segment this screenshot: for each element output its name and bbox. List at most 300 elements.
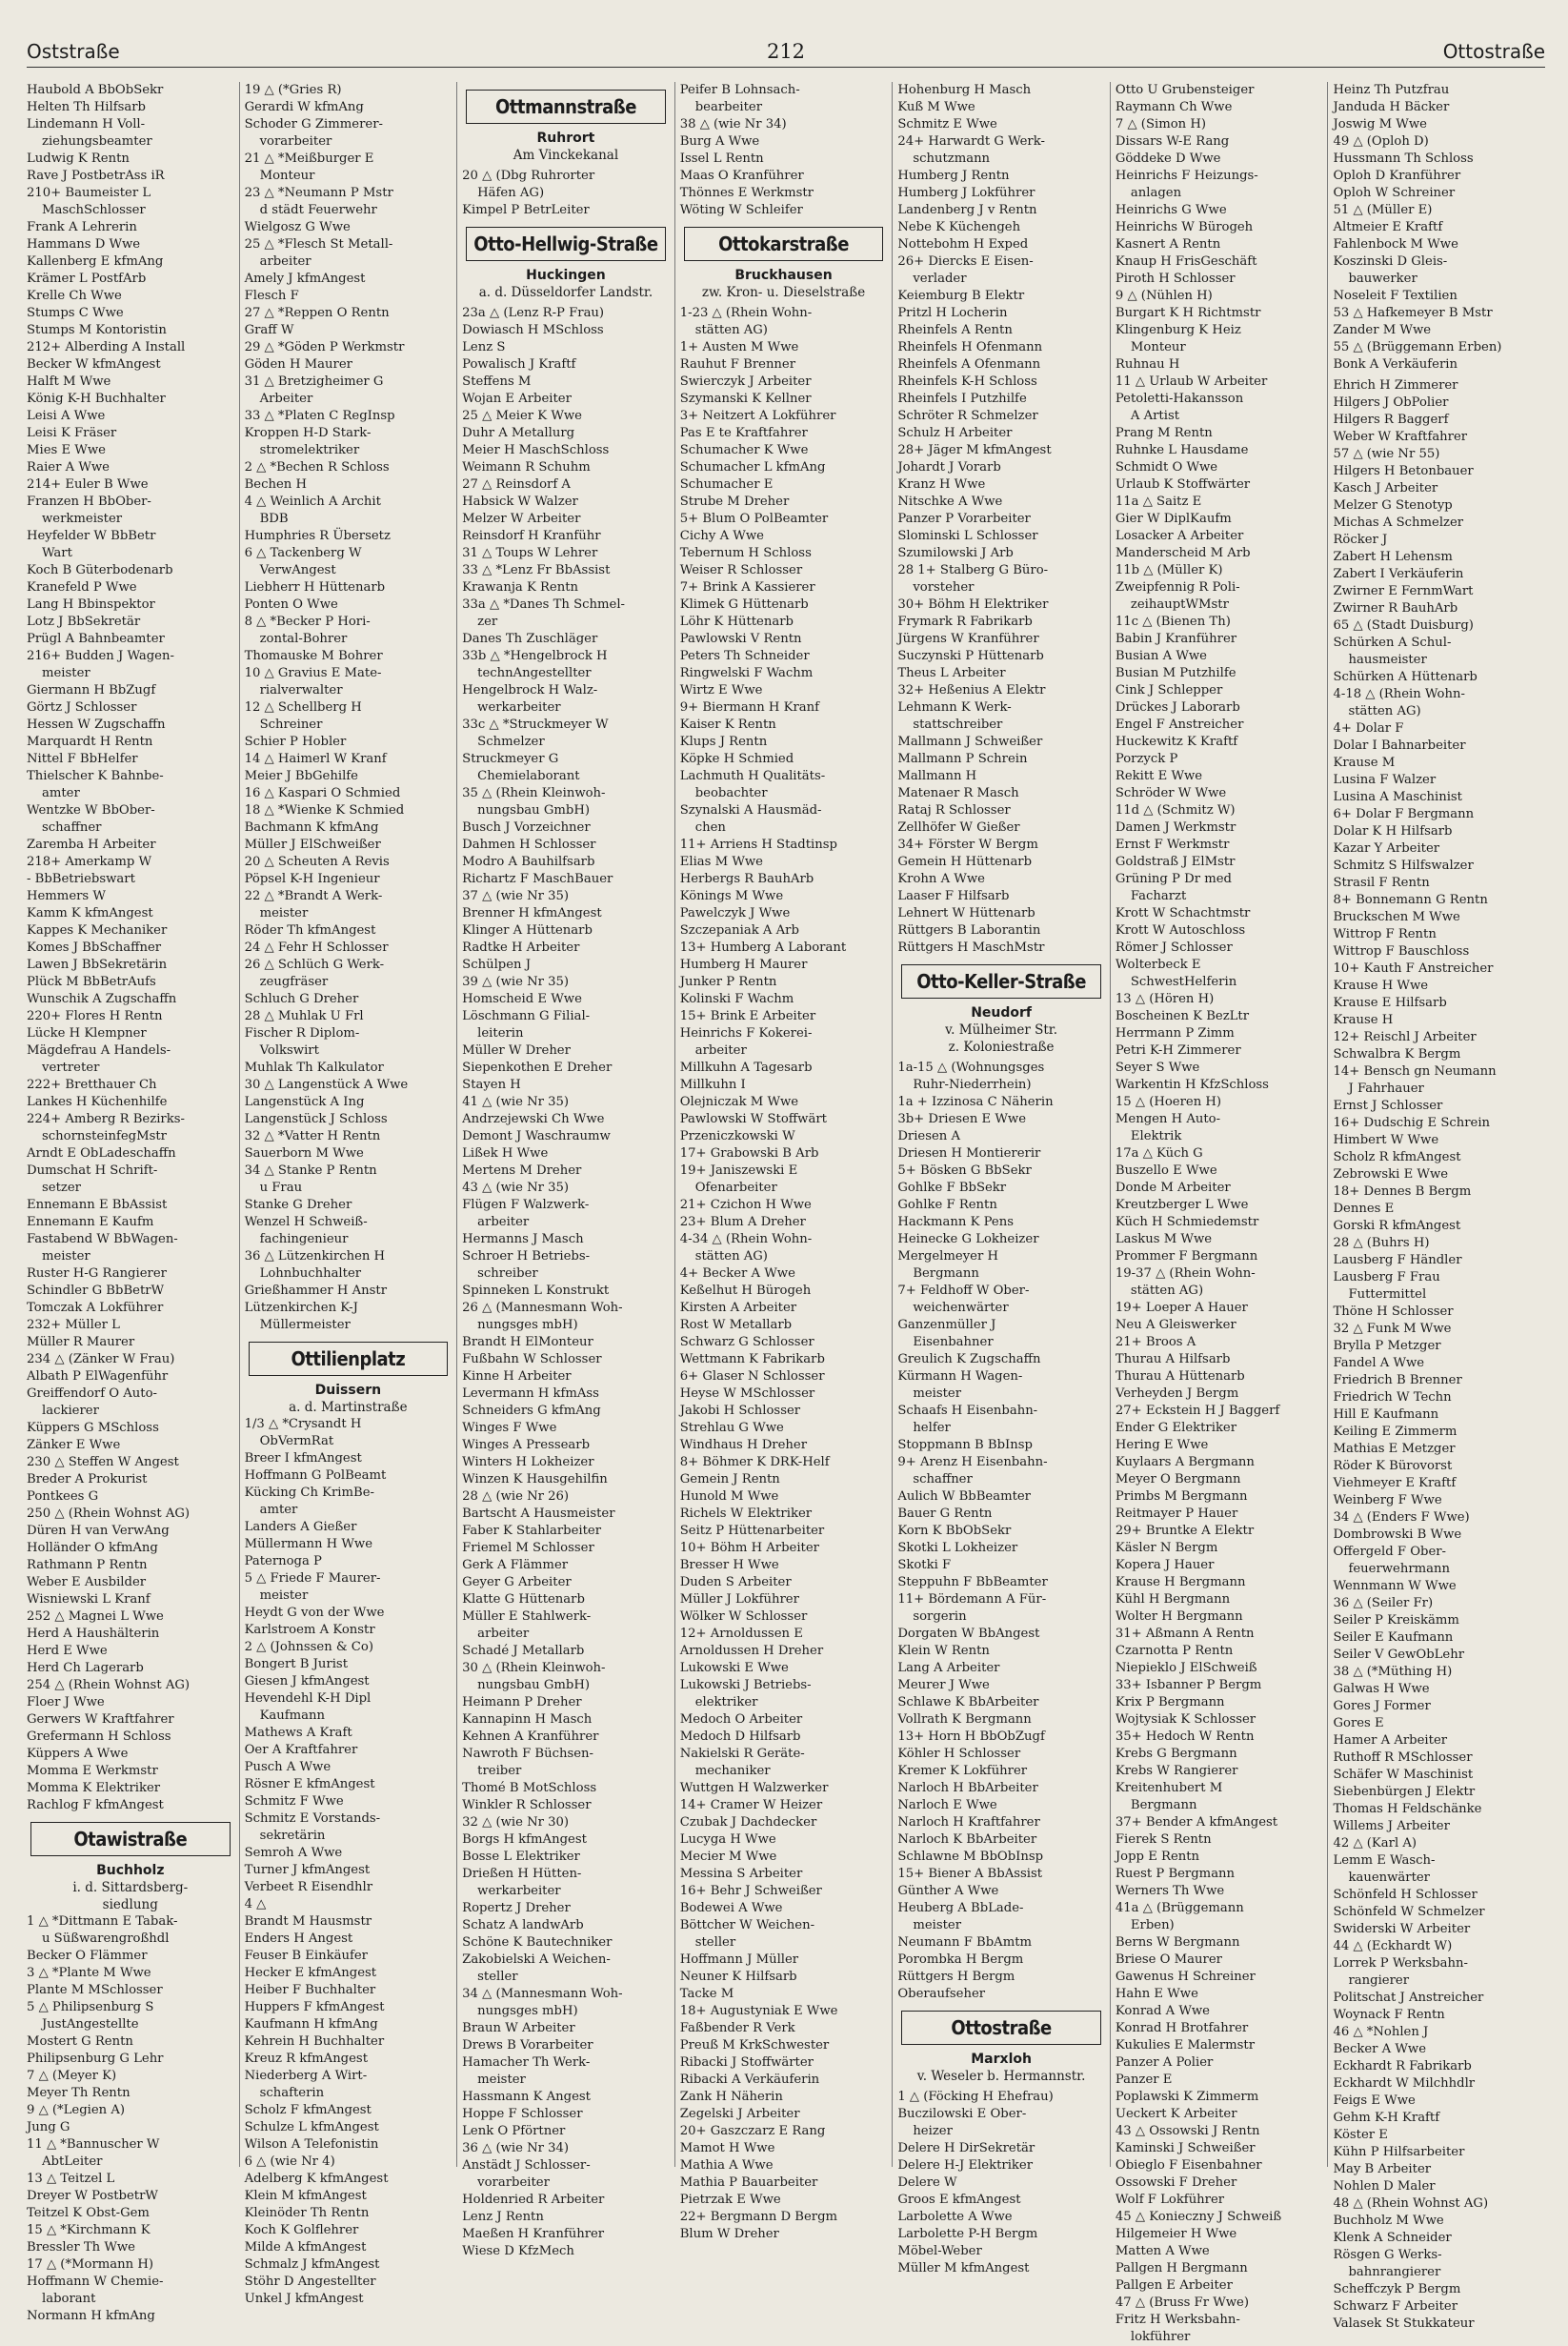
entry-continuation: feuerwehrmann	[1348, 1562, 1450, 1576]
resident-entry: Könings M Wwe	[679, 889, 784, 903]
entry-continuation: schaffner	[42, 820, 102, 835]
resident-entry: 23+ Blum A Dreher	[679, 1215, 806, 1229]
resident-entry: Kaiser K Rentn	[679, 718, 776, 732]
resident-entry: Dennes E	[1333, 1202, 1395, 1216]
resident-entry: Peifer B Lohnsach-	[679, 83, 800, 97]
resident-entry: 250 △ (Rhein Wohnst AG)	[27, 1507, 191, 1521]
resident-entry: Günther A Wwe	[897, 1884, 999, 1898]
resident-entry: Scholz F kfmAngest	[244, 2103, 372, 2117]
resident-entry: Raier A Wwe	[27, 460, 110, 475]
resident-entry: 43 △ (wie Nr 35)	[462, 1181, 570, 1195]
resident-entry: 16+ Behr J Schweißer	[679, 1884, 822, 1898]
entry-continuation: helfer	[913, 1421, 951, 1435]
resident-entry: Burg A Wwe	[679, 134, 760, 149]
resident-entry: 222+ Bretthauer Ch	[27, 1078, 157, 1092]
resident-entry: Lukowski E Wwe	[679, 1661, 789, 1675]
resident-entry: 11a △ Saitz E	[1115, 495, 1202, 509]
resident-entry: Olejniczak M Wwe	[679, 1095, 799, 1109]
resident-entry: Wittrop F Bauschloss	[1333, 944, 1470, 959]
entry-continuation: Monteur	[1130, 340, 1186, 354]
resident-entry: Nebe K Küchengeh	[897, 220, 1021, 234]
resident-entry: Schürken A Hüttenarb	[1333, 670, 1478, 684]
resident-entry: Levermann H kfmAss	[462, 1386, 599, 1401]
resident-entry: Winters H Lokheizer	[462, 1455, 594, 1469]
resident-entry: Zebrowski E Wwe	[1333, 1167, 1449, 1182]
resident-entry: Ruest P Bergmann	[1115, 1867, 1236, 1881]
resident-entry: Winzen K Hausgehilfin	[462, 1472, 608, 1486]
resident-entry: Humberg J Lokführer	[897, 186, 1035, 200]
resident-entry: 26 △ Schlüch G Werk-	[244, 958, 385, 972]
resident-entry: Ruhnau H	[1115, 357, 1180, 372]
resident-entry: Winges A Pressearb	[462, 1438, 591, 1452]
resident-entry: Richels W Elektriker	[679, 1507, 813, 1521]
resident-entry: Hoffmann W Chemie-	[27, 2275, 164, 2289]
resident-entry: Lindemann H Voll-	[27, 117, 146, 131]
resident-entry: 55 △ (Brüggemann Erben)	[1333, 340, 1502, 354]
resident-entry: Prommer F Bergmann	[1115, 1249, 1258, 1264]
resident-entry: Delere H-J Elektriker	[897, 2158, 1034, 2173]
resident-entry: Rost W Metallarb	[679, 1318, 793, 1332]
resident-entry: 26+ Diercks E Eisen-	[897, 254, 1034, 269]
entry-continuation: werkarbeiter	[477, 700, 561, 715]
street-location: a. d. Martinstraße	[289, 1400, 408, 1415]
entry-continuation: meister	[259, 906, 309, 920]
resident-entry: Schumacher K Wwe	[679, 443, 809, 457]
street-location: v. Weseler b. Hermannstr.	[916, 2069, 1086, 2084]
entry-continuation: stattschreiber	[913, 718, 1003, 732]
resident-entry: 1a-15 △ (Wohnungsges	[897, 1061, 1045, 1075]
resident-entry: Noseleit F Textilien	[1333, 289, 1457, 303]
resident-entry: Narloch H Kraftfahrer	[897, 1815, 1040, 1830]
resident-entry: 13 △ Teitzel L	[27, 2172, 115, 2186]
entry-continuation: u Süßwarengroßhdl	[42, 1931, 170, 1946]
resident-entry: Krelle Ch Wwe	[27, 289, 122, 303]
resident-entry: 32 △ *Vatter H Rentn	[244, 1129, 381, 1143]
resident-entry: 46 △ *Nohlen J	[1333, 2025, 1429, 2039]
resident-entry: Ueckert K Arbeiter	[1115, 2107, 1237, 2121]
resident-entry: Hilgers J ObPolier	[1333, 395, 1449, 410]
resident-entry: Momma E Werkmstr	[27, 1764, 158, 1778]
resident-entry: Mies E Wwe	[27, 443, 106, 457]
resident-entry: Bechen H	[244, 477, 307, 492]
resident-entry: Zänker E Wwe	[27, 1438, 121, 1452]
resident-entry: Junker P Rentn	[679, 975, 777, 989]
resident-entry: Blum W Dreher	[679, 2227, 779, 2241]
district-name: Neudorf	[971, 1005, 1033, 1021]
resident-entry: Gerwers W Kraftfahrer	[27, 1712, 174, 1727]
resident-entry: Donde M Arbeiter	[1115, 1181, 1231, 1195]
resident-entry: Jopp E Rentn	[1115, 1850, 1200, 1864]
spacer	[1333, 374, 1540, 377]
resident-entry: Rheinfels K-H Schloss	[897, 374, 1037, 389]
resident-entry: Schwalbra K Bergm	[1333, 1047, 1461, 1062]
resident-entry: Keiemburg B Elektr	[897, 289, 1025, 303]
resident-entry: Panzer P Vorarbeiter	[897, 512, 1031, 526]
resident-entry: Wolf F Lokführer	[1115, 2193, 1225, 2207]
entry-continuation: fachingenieur	[259, 1232, 349, 1246]
resident-entry: Halft M Wwe	[27, 374, 111, 389]
page-header	[27, 38, 1545, 68]
resident-entry: Kolinski F Wachm	[679, 992, 794, 1006]
resident-entry: Feuser B Einkäufer	[244, 1949, 368, 1963]
resident-entry: Humberg H Maurer	[679, 958, 808, 972]
resident-entry: Ringwelski F Wachm	[679, 666, 814, 680]
resident-entry: Jung G	[27, 2120, 70, 2134]
resident-entry: 30 △ (Rhein Kleinwoh-	[462, 1661, 606, 1675]
resident-entry: Hemmers W	[27, 889, 106, 903]
district-name: Bruckhausen	[734, 268, 833, 283]
resident-entry: Duhr A Metallurg	[462, 426, 575, 440]
resident-entry: Muhlak Th Kalkulator	[244, 1061, 384, 1075]
resident-entry: 214+ Euler B Wwe	[27, 477, 149, 492]
resident-entry: Heinrichs G Wwe	[1115, 203, 1227, 217]
resident-entry: Humphries R Übersetz	[244, 529, 391, 543]
resident-entry: Zwirner E FernmWart	[1333, 584, 1474, 598]
entry-continuation: VerwAngest	[259, 563, 336, 577]
entry-continuation: nungsbau GmbH)	[477, 1678, 590, 1692]
resident-entry: Pusch A Wwe	[244, 1760, 332, 1774]
entry-continuation: werkarbeiter	[477, 1884, 561, 1898]
resident-entry: 1-23 △ (Rhein Wohn-	[679, 306, 813, 320]
resident-entry: 6+ Dolar F Bergmann	[1333, 807, 1475, 821]
resident-entry: Kreitenhubert M	[1115, 1781, 1223, 1795]
resident-entry: Pawlowski W Stoffwärt	[679, 1112, 827, 1126]
resident-entry: 53 △ Hafkemeyer B Mstr	[1333, 306, 1493, 320]
entry-continuation: BDB	[259, 512, 289, 526]
resident-entry: 30 △ Langenstück A Wwe	[244, 1078, 409, 1092]
resident-entry: Dahmen H Schlosser	[462, 838, 596, 852]
resident-entry: 1/3 △ *Crysandt H	[244, 1417, 362, 1431]
resident-entry: Turner J kfmAngest	[244, 1863, 371, 1877]
resident-entry: 6+ Glaser N Schlosser	[679, 1369, 825, 1384]
resident-entry: Zegelski J Arbeiter	[679, 2107, 800, 2121]
street-heading: Otto-Hellwig-Straße	[466, 227, 666, 261]
resident-entry: Tomczak A Lokführer	[27, 1301, 164, 1315]
street-heading: Otto-Keller-Straße	[901, 964, 1101, 999]
resident-entry: 24 △ Fehr H Schlosser	[244, 940, 389, 955]
resident-entry: Wittrop F Rentn	[1333, 927, 1437, 941]
resident-entry: Becker O Flämmer	[27, 1949, 148, 1963]
resident-entry: Petoletti-Hakansson	[1115, 392, 1244, 406]
resident-entry: Hering E Wwe	[1115, 1438, 1209, 1452]
resident-entry: Pontkees G	[27, 1489, 99, 1504]
resident-entry: Wentzke W BbOber-	[27, 803, 155, 818]
entry-continuation: bahnrangierer	[1348, 2265, 1441, 2279]
resident-entry: Wisniewski L Kranf	[27, 1592, 151, 1607]
resident-entry: Lücke H Klempner	[27, 1026, 147, 1041]
entry-continuation: setzer	[42, 1181, 81, 1195]
resident-entry: Ludwig K Rentn	[27, 152, 130, 166]
resident-entry: Porombka H Bergm	[897, 1952, 1024, 1967]
resident-entry: Krott W Schachtmstr	[1115, 906, 1251, 920]
resident-entry: 31 △ Toups W Lehrer	[462, 546, 598, 560]
resident-entry: Görtz J Schlosser	[27, 700, 137, 715]
resident-entry: Normann H kfmAng	[27, 2309, 155, 2323]
resident-entry: 7 △ (Meyer K)	[27, 2069, 117, 2083]
resident-entry: Steppuhn F BbBeamter	[897, 1575, 1048, 1589]
resident-entry: Raymann Ch Wwe	[1115, 100, 1233, 114]
resident-entry: Jürgens W Kranführer	[897, 632, 1039, 646]
entry-continuation: schaffner	[913, 1472, 973, 1486]
resident-entry: 43 △ Ossowski J Rentn	[1115, 2124, 1260, 2138]
resident-entry: Rauhut F Brenner	[679, 357, 796, 372]
resident-entry: Wiese D KfzMech	[462, 2244, 574, 2258]
resident-entry: Keiling E Zimmerm	[1333, 1425, 1457, 1439]
resident-entry: Klinger A Hüttenarb	[462, 923, 593, 938]
resident-entry: Heiber F Buchhalter	[244, 1983, 376, 1997]
resident-entry: Habsick W Walzer	[462, 495, 578, 509]
resident-entry: Winkler R Schlosser	[462, 1798, 592, 1812]
resident-entry: Modro A Bauhilfsarb	[462, 855, 595, 869]
entry-continuation: stätten AG)	[694, 1249, 768, 1264]
resident-entry: 32 △ Funk M Wwe	[1333, 1322, 1452, 1336]
resident-entry: 27 △ *Reppen O Rentn	[244, 306, 390, 320]
resident-entry: Hohenburg H Masch	[897, 83, 1032, 97]
street-heading: Otawistraße	[30, 1822, 231, 1856]
resident-entry: Kaufmann H kfmAng	[244, 2017, 378, 2032]
resident-entry: Rheinfels A Rentn	[897, 323, 1013, 337]
resident-entry: Mallmann P Schrein	[897, 752, 1028, 766]
resident-entry: Warkentin H KfzSchloss	[1115, 1078, 1269, 1092]
resident-entry: 1+ Austen M Wwe	[679, 340, 799, 354]
resident-entry: Lützenkirchen K-J	[244, 1301, 358, 1315]
header-street-left: Oststraße	[27, 40, 120, 63]
entry-continuation: rangierer	[1348, 1973, 1410, 1988]
resident-entry: 14+ Bensch gn Neumann	[1333, 1064, 1497, 1079]
resident-entry: Pritzl H Locherin	[897, 306, 1008, 320]
entry-continuation: zontal-Bohrer	[259, 632, 348, 646]
resident-entry: Lenz S	[462, 340, 506, 354]
resident-entry: Reitmayer P Hauer	[1115, 1507, 1238, 1521]
resident-entry: 41a △ (Brüggemann	[1115, 1901, 1244, 1915]
resident-entry: Kranefeld P Wwe	[27, 580, 137, 595]
resident-entry: 218+ Amerkamp W	[27, 855, 152, 869]
resident-entry: 36 △ Lützenkirchen H	[244, 1249, 386, 1264]
resident-entry: Konrad A Wwe	[1115, 2004, 1210, 2018]
entry-continuation: lackierer	[42, 1404, 99, 1418]
resident-entry: Feigs E Wwe	[1333, 2093, 1416, 2108]
entry-continuation: technAngestellter	[477, 666, 592, 680]
resident-entry: Narloch K BbArbeiter	[897, 1832, 1037, 1847]
resident-entry: Kaminski J Schweißer	[1115, 2141, 1256, 2155]
entry-continuation: arbeiter	[477, 1215, 530, 1229]
resident-entry: Müller J Lokführer	[679, 1592, 799, 1607]
resident-entry: Humberg J Rentn	[897, 169, 1010, 183]
resident-entry: Nakielski R Geräte-	[679, 1747, 805, 1761]
resident-entry: Nawroth F Büchsen-	[462, 1747, 594, 1761]
resident-entry: Schumacher L kfmAng	[679, 460, 826, 475]
resident-entry: Oberaufseher	[897, 1987, 986, 2001]
resident-entry: Flügen F Walzwerk-	[462, 1198, 590, 1212]
resident-entry: 33c △ *Struckmeyer W	[462, 718, 609, 732]
resident-entry: Homscheid E Wwe	[462, 992, 582, 1006]
resident-entry: Winges F Wwe	[462, 1421, 557, 1435]
resident-entry: Bodewei A Wwe	[679, 1901, 783, 1915]
street-location: z. Koloniestraße	[948, 1040, 1055, 1055]
resident-entry: 28 △ Muhlak U Frl	[244, 1009, 364, 1023]
resident-entry: Cichy A Wwe	[679, 529, 764, 543]
resident-entry: 14 △ Haimerl W Kranf	[244, 752, 387, 766]
resident-entry: Larbolette P-H Bergm	[897, 2227, 1038, 2241]
resident-entry: Stayen H	[462, 1078, 521, 1092]
resident-entry: Lenk O Pförtner	[462, 2124, 566, 2138]
resident-entry: Schoder G Zimmerer-	[244, 117, 383, 131]
resident-entry: Greulich K Zugschaffn	[897, 1352, 1041, 1366]
resident-entry: 8+ Böhmer K DRK-Helf	[679, 1455, 830, 1469]
entry-continuation: Kaufmann	[259, 1709, 326, 1723]
resident-entry: Hengelbrock H Walz-	[462, 683, 598, 698]
resident-entry: 23 △ *Neumann P Mstr	[244, 186, 393, 200]
resident-entry: Fritz H Werksbahn-	[1115, 2313, 1240, 2327]
resident-entry: Lucyga H Wwe	[679, 1832, 776, 1847]
resident-entry: Narloch E Wwe	[897, 1798, 997, 1812]
entry-continuation: Futtermittel	[1348, 1287, 1427, 1302]
entry-continuation: Ofenarbeiter	[694, 1181, 777, 1195]
entry-continuation: vorsteher	[913, 580, 975, 595]
resident-entry: 15 △ *Kirchmann K	[27, 2223, 151, 2237]
resident-entry: Neuner K Hilfsarb	[679, 1970, 797, 1984]
entry-continuation: nungsbau GmbH)	[477, 803, 590, 818]
resident-entry: 17 △ (*Mormann H)	[27, 2257, 153, 2272]
resident-entry: Larbolette A Wwe	[897, 2210, 1013, 2224]
resident-entry: 34 △ (Mannesmann Woh-	[462, 1987, 623, 2001]
resident-entry: Küch H Schmiedemstr	[1115, 1215, 1259, 1229]
resident-entry: Janduda H Bäcker	[1333, 100, 1450, 114]
resident-entry: 224+ Amberg R Bezirks-	[27, 1112, 185, 1126]
resident-entry: Hilgers H Betonbauer	[1333, 464, 1474, 478]
resident-entry: Demont J Waschraumw	[462, 1129, 611, 1143]
resident-entry: Przeniczkowski W	[679, 1129, 795, 1143]
resident-entry: Stumps M Kontoristin	[27, 323, 167, 337]
resident-entry: Flesch F	[244, 289, 299, 303]
resident-entry: 31 △ Bretzigheimer G	[244, 374, 384, 389]
resident-entry: Klenk A Schneider	[1333, 2231, 1452, 2245]
resident-entry: 34+ Förster W Bergm	[897, 838, 1038, 852]
resident-entry: Gawenus H Schreiner	[1115, 1970, 1256, 1984]
resident-entry: 10 △ Gravius E Mate-	[244, 666, 382, 680]
entry-continuation: Bergmann	[1130, 1798, 1197, 1812]
resident-entry: Kappes K Mechaniker	[27, 923, 168, 938]
resident-entry: Porzyck P	[1115, 752, 1178, 766]
resident-entry: Zank H Näherin	[679, 2090, 783, 2104]
entry-continuation: Eisenbahner	[913, 1335, 994, 1349]
entry-continuation: nungsges mbH)	[477, 1318, 578, 1332]
resident-entry: Zabert I Verkäuferin	[1333, 567, 1464, 581]
resident-entry: Thurau A Hüttenarb	[1115, 1369, 1245, 1384]
resident-entry: Nohlen D Maler	[1333, 2179, 1436, 2194]
resident-entry: Krawanja K Rentn	[462, 580, 579, 595]
resident-entry: Krix P Bergmann	[1115, 1695, 1225, 1709]
resident-entry: Bachmann K kfmAng	[244, 820, 379, 835]
resident-entry: 6 △ Tackenberg W	[244, 546, 362, 560]
resident-entry: Lorrek P Werksbahn-	[1333, 1956, 1468, 1971]
resident-entry: Millkuhn I	[679, 1078, 746, 1092]
resident-entry: 49 △ (Oploh D)	[1333, 134, 1429, 149]
resident-entry: 9+ Arenz H Eisenbahn-	[897, 1455, 1048, 1469]
resident-entry: Slominski L Schlosser	[897, 529, 1038, 543]
resident-entry: Primbs M Bergmann	[1115, 1489, 1248, 1504]
resident-entry: Ehrich H Zimmerer	[1333, 378, 1458, 393]
entry-continuation: meister	[42, 1249, 90, 1264]
resident-entry: 20 △ (Dbg Ruhrorter	[462, 169, 595, 183]
resident-entry: Fandel A Wwe	[1333, 1356, 1425, 1370]
resident-entry: Wielgosz G Wwe	[244, 220, 351, 234]
resident-entry: Bresser H Wwe	[679, 1558, 779, 1572]
resident-entry: Faßbender R Verk	[679, 2021, 795, 2035]
resident-entry: Herd E Wwe	[27, 1644, 108, 1658]
resident-entry: Kreuz R kfmAngest	[244, 2052, 368, 2066]
resident-entry: Römer J Schlosser	[1115, 940, 1233, 955]
resident-entry: Verheyden J Bergm	[1115, 1386, 1239, 1401]
resident-entry: Amely J kfmAngest	[244, 272, 366, 286]
resident-entry: 11d △ (Schmitz W)	[1115, 803, 1236, 818]
resident-entry: Wojtysiak K Schlosser	[1115, 1712, 1256, 1727]
column-5	[892, 82, 1110, 2275]
resident-entry: 2 △ (Johnssen & Co)	[244, 1640, 373, 1654]
resident-entry: Thurau A Hilfsarb	[1115, 1352, 1231, 1366]
resident-entry: Valasek St Stukkateur	[1333, 2316, 1475, 2331]
resident-entry: Pawelczyk J Wwe	[679, 906, 791, 920]
resident-entry: Obieglo F Eisenbahner	[1115, 2158, 1262, 2173]
resident-entry: Cink J Schlepper	[1115, 683, 1223, 698]
resident-entry: Meyer O Bergmann	[1115, 1472, 1241, 1486]
resident-entry: Kranz H Wwe	[897, 477, 986, 492]
resident-entry: Lausberg F Frau	[1333, 1270, 1440, 1284]
resident-entry: Schönfeld H Schlosser	[1333, 1888, 1478, 1902]
resident-entry: Offergeld F Ober-	[1333, 1545, 1447, 1559]
entry-continuation: sekretärin	[259, 1829, 326, 1843]
resident-entry: Hecker E kfmAngest	[244, 1966, 377, 1980]
resident-entry: Schadé J Metallarb	[462, 1644, 585, 1658]
resident-entry: Prügl A Bahnbeamter	[27, 632, 165, 646]
resident-entry: Mamot H Wwe	[679, 2141, 775, 2155]
resident-entry: König K-H Buchhalter	[27, 392, 166, 406]
resident-entry: Ganzenmüller J	[897, 1318, 996, 1332]
resident-entry: Hassmann K Angest	[462, 2090, 591, 2104]
resident-entry: Karlstroem A Konstr	[244, 1623, 375, 1637]
resident-entry: 25 △ Meier K Wwe	[462, 409, 582, 423]
resident-entry: Wilson A Telefonistin	[244, 2137, 379, 2152]
resident-entry: Klein M kfmAngest	[244, 2189, 367, 2203]
resident-entry: Losacker A Arbeiter	[1115, 529, 1244, 543]
resident-entry: Momma K Elektriker	[27, 1781, 161, 1795]
resident-entry: Lißek H Wwe	[462, 1146, 549, 1161]
resident-entry: 13 △ (Hören H)	[1115, 992, 1215, 1006]
resident-entry: 42 △ (Karl A)	[1333, 1836, 1417, 1851]
resident-entry: Holländer O kfmAng	[27, 1541, 158, 1555]
resident-entry: Grießhammer H Anstr	[244, 1284, 387, 1298]
resident-entry: Maas O Kranführer	[679, 169, 804, 183]
entry-continuation: stätten AG)	[1130, 1284, 1204, 1298]
resident-entry: Dolar K H Hilfsarb	[1333, 824, 1453, 839]
resident-entry: 20 △ Scheuten A Revis	[244, 855, 390, 869]
resident-entry: Kehnen A Kranführer	[462, 1729, 599, 1744]
resident-entry: Rheinfels H Ofenmann	[897, 340, 1043, 354]
resident-entry: Schürken A Schul-	[1333, 636, 1452, 650]
resident-entry: Lang A Arbeiter	[897, 1661, 1000, 1675]
resident-entry: Herbergs R BauhArb	[679, 872, 814, 886]
resident-entry: Schatz A landwArb	[462, 1918, 584, 1932]
entry-continuation: Arbeiter	[259, 392, 313, 406]
resident-entry: Mecier M Wwe	[679, 1850, 777, 1864]
resident-entry: Koch K Golflehrer	[244, 2223, 359, 2237]
resident-entry: Semroh A Wwe	[244, 1846, 343, 1860]
entry-continuation: schreiber	[477, 1266, 538, 1281]
resident-entry: Peters Th Schneider	[679, 649, 810, 663]
entry-continuation: Wart	[42, 546, 72, 560]
resident-entry: 11 △ Urlaub W Arbeiter	[1115, 374, 1268, 389]
resident-entry: 17+ Grabowski B Arb	[679, 1146, 819, 1161]
